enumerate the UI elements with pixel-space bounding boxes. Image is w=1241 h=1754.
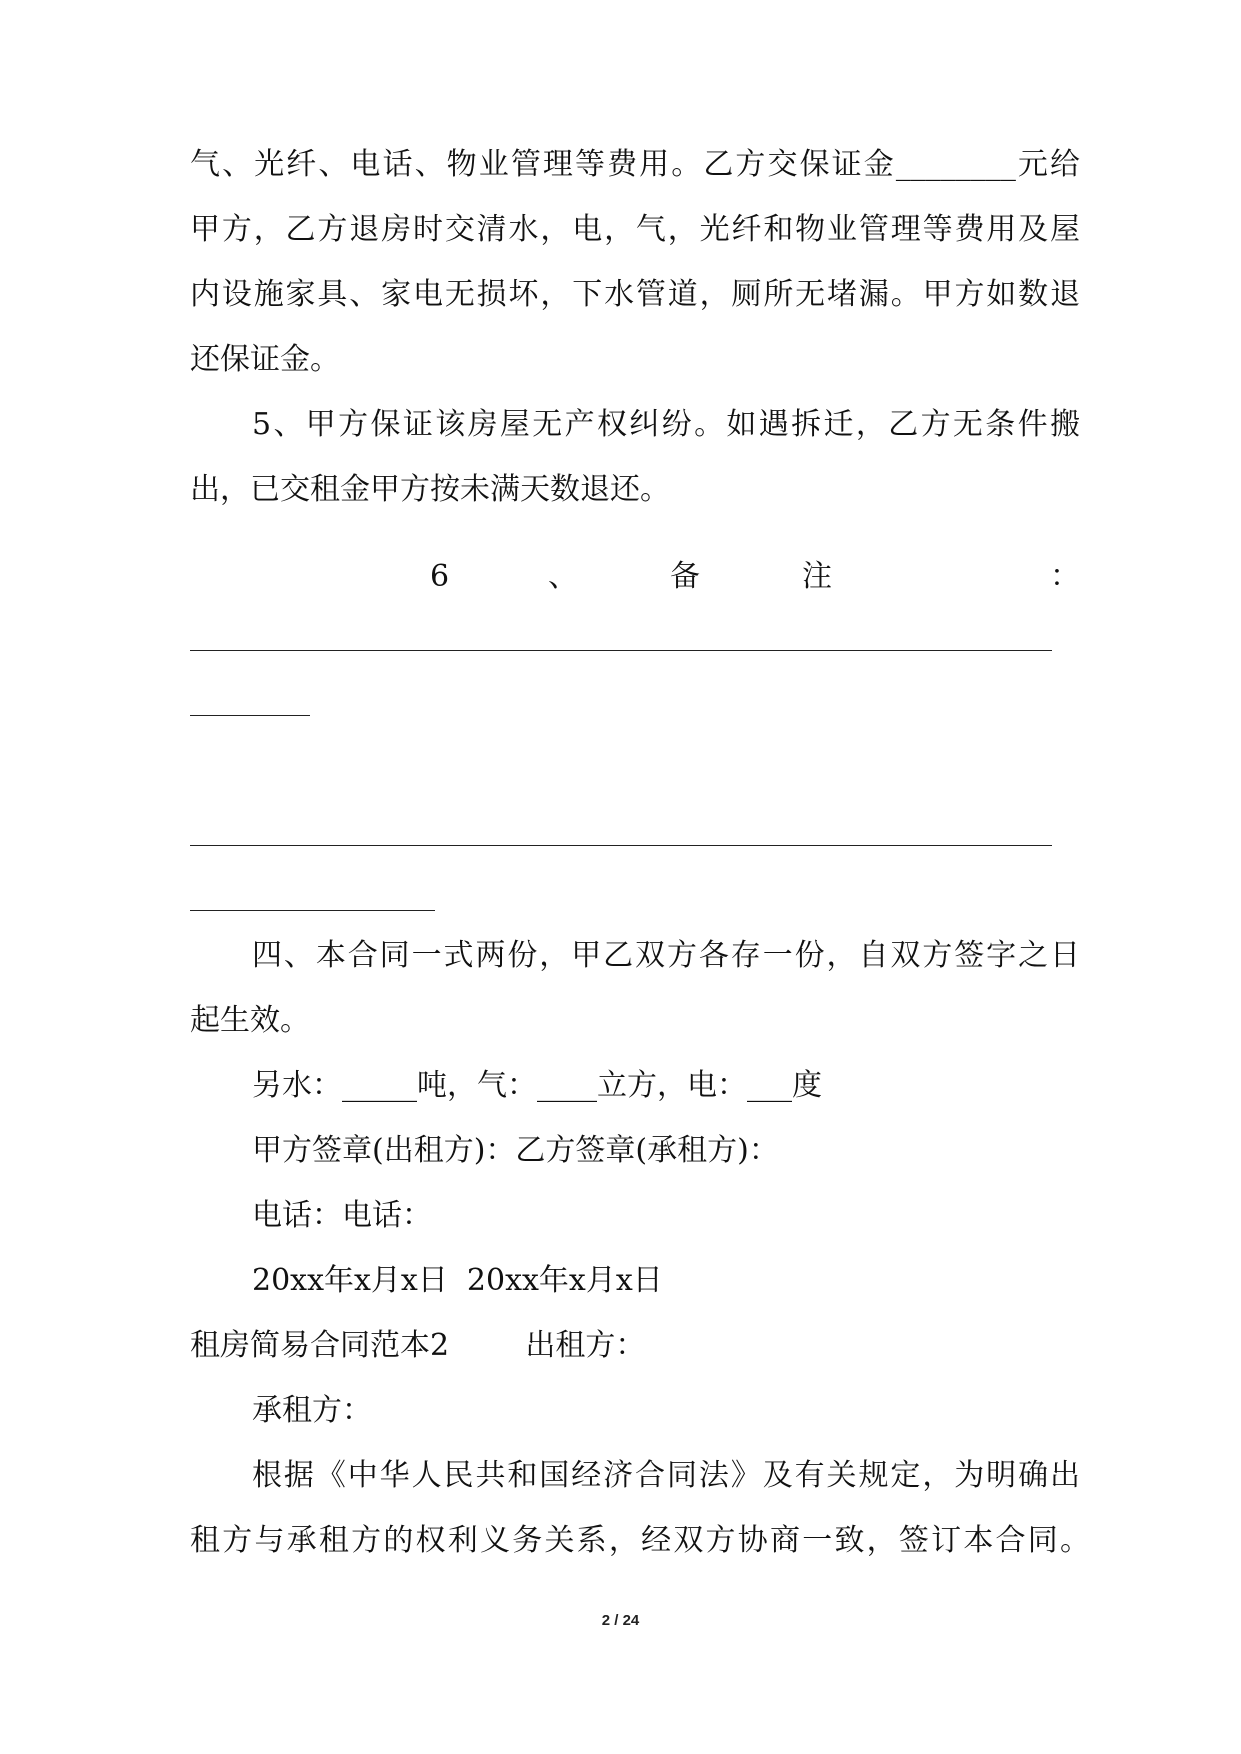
remarks-heading <box>190 557 1080 597</box>
remarks-word-1: 备 <box>670 559 700 594</box>
clause-4-line-2: 甲方，乙方退房时交清水，电，气，光纤和物业管理等费用及屋 <box>190 212 1080 247</box>
clause-4-line-1: 气、光纤、电话、物业管理等费用。乙方交保证金________元给 <box>190 147 1080 182</box>
contract-2-title: 租房简易合同范本2 出租方： <box>190 1328 646 1363</box>
page-number: 2 / 24 <box>601 1612 640 1629</box>
remarks-blank-line-2-tail <box>190 910 435 911</box>
remarks-separator: 、 <box>548 559 578 594</box>
signature-line: 甲方签章(出租方)：乙方签章(承租方)： <box>252 1133 779 1168</box>
clause-4-line-3: 内设施家具、家电无损坏，下水管道，厕所无堵漏。甲方如数退 <box>190 277 1080 312</box>
legal-basis-line-2: 租方与承租方的权利义务关系，经双方协商一致，签订本合同。 <box>190 1523 1090 1558</box>
remarks-number: 6 <box>430 559 450 594</box>
remarks-word-2: 注 <box>802 559 832 594</box>
remarks-blank-line-1 <box>190 650 1052 651</box>
clause-four-line-2: 起生效。 <box>190 1003 310 1038</box>
remarks-blank-line-1-tail <box>190 715 310 716</box>
meter-readings: 另水：_____吨，气：____立方，电：___度 <box>252 1068 822 1103</box>
lessee-line: 承租方： <box>252 1393 372 1428</box>
clause-5-line-1: 5、甲方保证该房屋无产权纠纷。如遇拆迁，乙方无条件搬 <box>252 407 1080 442</box>
legal-basis-line-1: 根据《中华人民共和国经济合同法》及有关规定，为明确出 <box>252 1458 1080 1493</box>
remarks-blank-line-2 <box>190 845 1052 846</box>
phone-line: 电话：电话： <box>252 1198 432 1233</box>
clause-5-line-2: 出，已交租金甲方按未满天数退还。 <box>190 472 670 507</box>
date-line: 20xx年x月x日 20xx年x月x日 <box>252 1263 663 1298</box>
remarks-colon: ： <box>1050 559 1080 594</box>
clause-four-line-1: 四、本合同一式两份，甲乙双方各存一份，自双方签字之日 <box>252 938 1080 973</box>
clause-4-line-4: 还保证金。 <box>190 342 340 377</box>
